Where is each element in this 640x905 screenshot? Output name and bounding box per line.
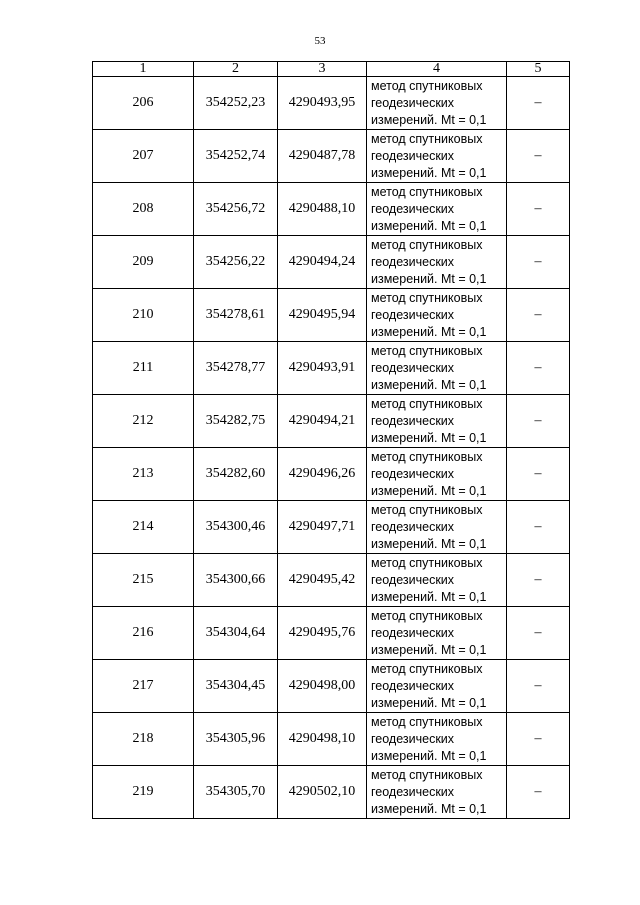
method-line: метод спутниковых — [371, 502, 483, 517]
y-coordinate-cell: 4290498,10 — [278, 713, 367, 766]
x-coordinate-cell: 354278,61 — [194, 289, 278, 342]
table-row — [93, 448, 570, 501]
y-coordinate-cell: 4290502,10 — [278, 766, 367, 819]
table-row — [93, 501, 570, 554]
method-cell — [367, 766, 507, 819]
method-cell — [367, 77, 507, 130]
method-cell — [367, 342, 507, 395]
x-coordinate-cell: 354300,66 — [194, 554, 278, 607]
column5-cell: – — [507, 607, 570, 660]
method-line: метод спутниковых — [371, 290, 483, 305]
method-cell — [367, 130, 507, 183]
column5-cell: – — [507, 554, 570, 607]
method-cell — [367, 448, 507, 501]
point-number-cell: 219 — [93, 766, 194, 819]
table-row — [93, 395, 570, 448]
y-coordinate-cell: 4290495,76 — [278, 607, 367, 660]
page-number: 53 — [314, 35, 326, 47]
point-number-cell: 212 — [93, 395, 194, 448]
point-number-cell: 210 — [93, 289, 194, 342]
method-line: геодезических — [371, 95, 455, 110]
y-coordinate-cell: 4290488,10 — [278, 183, 367, 236]
method-line: геодезических — [371, 201, 455, 216]
method-cell — [367, 660, 507, 713]
column-header: 3 — [278, 62, 367, 77]
table-row — [93, 554, 570, 607]
point-number-cell: 206 — [93, 77, 194, 130]
x-coordinate-cell: 354278,77 — [194, 342, 278, 395]
method-line: измерений. Mt = 0,1 — [371, 165, 487, 180]
point-number-cell: 218 — [93, 713, 194, 766]
x-coordinate-cell: 354256,22 — [194, 236, 278, 289]
table-row — [93, 660, 570, 713]
method-cell — [367, 183, 507, 236]
method-cell — [367, 554, 507, 607]
column5-cell: – — [507, 342, 570, 395]
method-line: метод спутниковых — [371, 184, 483, 199]
y-coordinate-cell: 4290495,42 — [278, 554, 367, 607]
method-line: метод спутниковых — [371, 449, 483, 464]
point-number-cell: 215 — [93, 554, 194, 607]
column5-cell: – — [507, 289, 570, 342]
column5-cell: – — [507, 183, 570, 236]
method-line: метод спутниковых — [371, 767, 483, 782]
point-number-cell: 217 — [93, 660, 194, 713]
method-line: геодезических — [371, 307, 455, 322]
column5-cell: – — [507, 501, 570, 554]
method-line: геодезических — [371, 572, 455, 587]
method-cell — [367, 501, 507, 554]
method-line: метод спутниковых — [371, 608, 483, 623]
column5-cell: – — [507, 660, 570, 713]
method-line: измерений. Mt = 0,1 — [371, 748, 487, 763]
point-number-cell: 216 — [93, 607, 194, 660]
x-coordinate-cell: 354300,46 — [194, 501, 278, 554]
method-line: измерений. Mt = 0,1 — [371, 695, 487, 710]
method-line: измерений. Mt = 0,1 — [371, 430, 487, 445]
y-coordinate-cell: 4290494,24 — [278, 236, 367, 289]
column5-cell: – — [507, 395, 570, 448]
table-row — [93, 289, 570, 342]
column5-cell: – — [507, 766, 570, 819]
point-number-cell: 214 — [93, 501, 194, 554]
x-coordinate-cell: 354305,70 — [194, 766, 278, 819]
table-row — [93, 130, 570, 183]
point-number-cell: 211 — [93, 342, 194, 395]
method-cell — [367, 395, 507, 448]
method-line: геодезических — [371, 254, 455, 269]
x-coordinate-cell: 354256,72 — [194, 183, 278, 236]
method-line: измерений. Mt = 0,1 — [371, 324, 487, 339]
method-cell — [367, 289, 507, 342]
method-line: метод спутниковых — [371, 661, 483, 676]
method-line: геодезических — [371, 678, 455, 693]
method-line: измерений. Mt = 0,1 — [371, 642, 487, 657]
x-coordinate-cell: 354304,64 — [194, 607, 278, 660]
method-line: измерений. Mt = 0,1 — [371, 801, 487, 816]
table-row — [93, 713, 570, 766]
table-row — [93, 607, 570, 660]
table-row — [93, 342, 570, 395]
method-cell — [367, 713, 507, 766]
table-row — [93, 236, 570, 289]
x-coordinate-cell: 354305,96 — [194, 713, 278, 766]
column5-cell: – — [507, 713, 570, 766]
method-cell — [367, 607, 507, 660]
method-line: измерений. Mt = 0,1 — [371, 112, 487, 127]
y-coordinate-cell: 4290494,21 — [278, 395, 367, 448]
column5-cell: – — [507, 77, 570, 130]
method-line: метод спутниковых — [371, 396, 483, 411]
y-coordinate-cell: 4290487,78 — [278, 130, 367, 183]
method-line: измерений. Mt = 0,1 — [371, 377, 487, 392]
method-line: геодезических — [371, 731, 455, 746]
y-coordinate-cell: 4290493,91 — [278, 342, 367, 395]
method-line: метод спутниковых — [371, 714, 483, 729]
y-coordinate-cell: 4290496,26 — [278, 448, 367, 501]
table-row — [93, 77, 570, 130]
method-line: измерений. Mt = 0,1 — [371, 536, 487, 551]
method-line: метод спутниковых — [371, 78, 483, 93]
point-number-cell: 213 — [93, 448, 194, 501]
column5-cell: – — [507, 236, 570, 289]
y-coordinate-cell: 4290498,00 — [278, 660, 367, 713]
method-line: геодезических — [371, 413, 455, 428]
method-line: метод спутниковых — [371, 343, 483, 358]
x-coordinate-cell: 354282,60 — [194, 448, 278, 501]
method-line: измерений. Mt = 0,1 — [371, 589, 487, 604]
column-header: 2 — [194, 62, 278, 77]
method-line: геодезических — [371, 148, 455, 163]
method-line: метод спутниковых — [371, 237, 483, 252]
column5-cell: – — [507, 448, 570, 501]
column-header: 4 — [367, 62, 507, 77]
x-coordinate-cell: 354282,75 — [194, 395, 278, 448]
table-row — [93, 766, 570, 819]
table-body — [93, 77, 570, 819]
method-line: геодезических — [371, 784, 455, 799]
x-coordinate-cell: 354252,74 — [194, 130, 278, 183]
method-line: метод спутниковых — [371, 555, 483, 570]
method-cell — [367, 236, 507, 289]
method-line: измерений. Mt = 0,1 — [371, 218, 487, 233]
method-line: измерений. Mt = 0,1 — [371, 271, 487, 286]
method-line: метод спутниковых — [371, 131, 483, 146]
x-coordinate-cell: 354252,23 — [194, 77, 278, 130]
method-line: геодезических — [371, 625, 455, 640]
point-number-cell: 208 — [93, 183, 194, 236]
column-header: 5 — [507, 62, 570, 77]
method-line: геодезических — [371, 360, 455, 375]
method-line: измерений. Mt = 0,1 — [371, 483, 487, 498]
column-header: 1 — [93, 62, 194, 77]
column5-cell: – — [507, 130, 570, 183]
method-line: геодезических — [371, 519, 455, 534]
method-line: геодезических — [371, 466, 455, 481]
y-coordinate-cell: 4290497,71 — [278, 501, 367, 554]
y-coordinate-cell: 4290493,95 — [278, 77, 367, 130]
table-row — [93, 183, 570, 236]
point-number-cell: 209 — [93, 236, 194, 289]
point-number-cell: 207 — [93, 130, 194, 183]
x-coordinate-cell: 354304,45 — [194, 660, 278, 713]
y-coordinate-cell: 4290495,94 — [278, 289, 367, 342]
table-header-row — [93, 62, 570, 77]
coordinates-table — [92, 61, 570, 819]
